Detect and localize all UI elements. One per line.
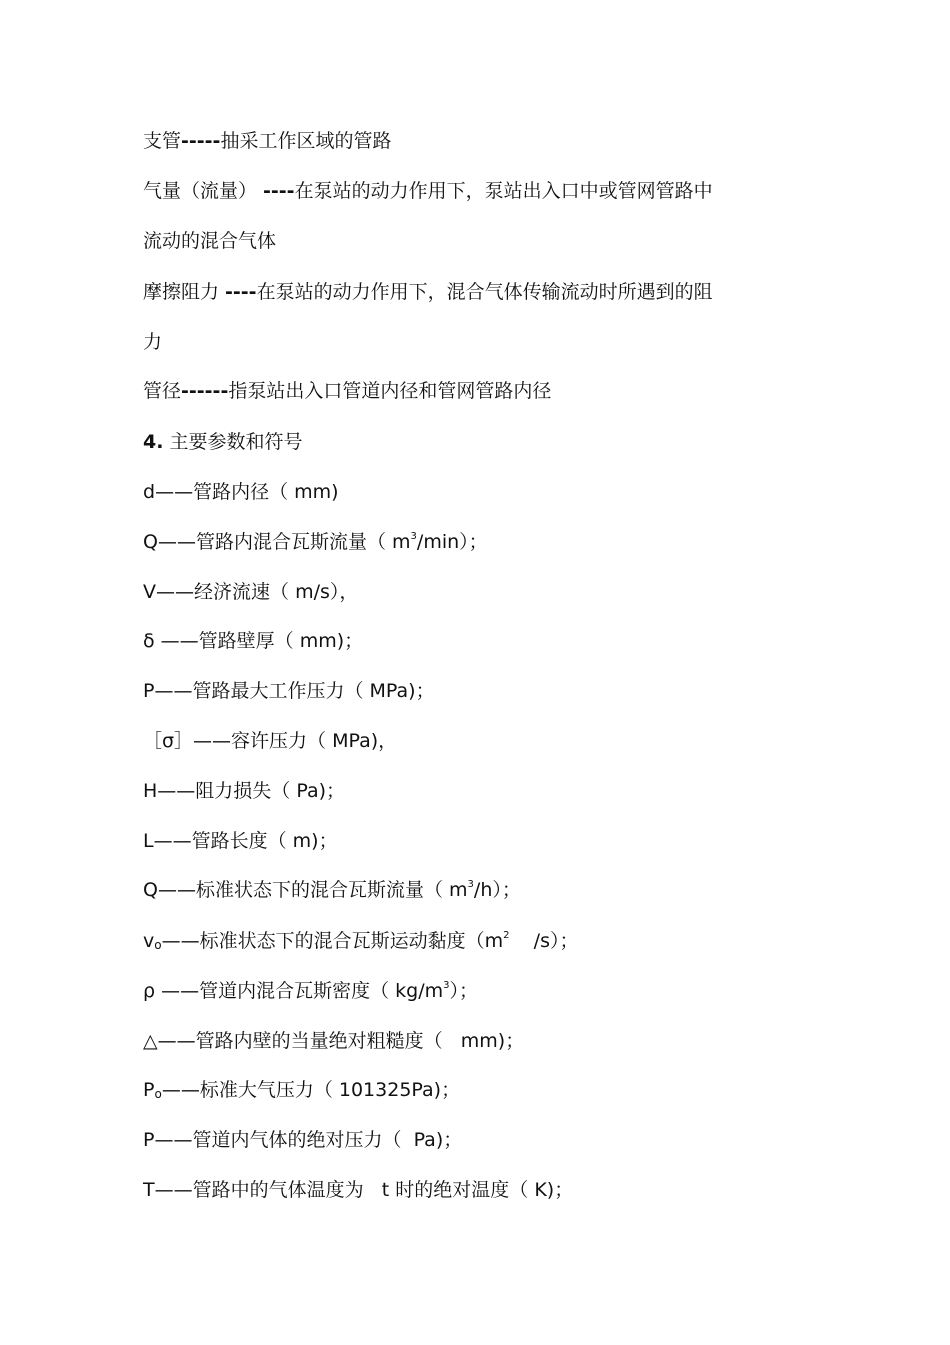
symbol-desc: ——管路内混合瓦斯流量（ (157, 531, 386, 553)
definition-text: 在泵站的动力作用下，泵站出入口中或管网管路中 (294, 180, 713, 202)
dash: ----- (181, 130, 221, 152)
symbol-desc-2: 时的绝对温度（ (395, 1179, 529, 1201)
symbol-desc: ——管道内混合瓦斯密度（ (161, 980, 390, 1002)
definition-friction-continuation (143, 330, 793, 354)
unit: m (484, 930, 504, 952)
definition-text: 力 (143, 331, 163, 353)
symbol-item (143, 1078, 793, 1102)
tail: ）； (459, 531, 488, 553)
unit-superscript: 3 (443, 980, 450, 991)
unit: MPa (369, 680, 409, 702)
unit: kg/m (395, 980, 444, 1002)
symbol-item (143, 679, 793, 703)
symbol: Q (143, 879, 158, 901)
symbol-desc: ——管路长度（ (153, 830, 287, 852)
tail: )； (435, 1129, 463, 1151)
definition-branch-pipe (143, 129, 793, 153)
definition-gas-flow-continuation (143, 229, 793, 253)
definition-text: 流动的混合气体 (143, 230, 277, 252)
symbol-item (143, 1029, 793, 1053)
symbol-desc: ——管路中的气体温度为 (154, 1179, 364, 1201)
symbol-desc: ——标准状态下的混合瓦斯流量（ (157, 879, 443, 901)
unit-superscript: 3 (410, 531, 417, 542)
symbol-subscript: o (154, 1087, 162, 1101)
symbol-item (143, 580, 793, 604)
unit-superscript: 3 (467, 879, 474, 890)
tail: ）； (549, 930, 579, 952)
definition-diameter (143, 379, 793, 403)
symbol: T (143, 1179, 155, 1201)
symbol: P (143, 1129, 155, 1151)
term: 气量（流量） (143, 180, 258, 202)
unit: mm (460, 1030, 498, 1052)
term: 管径 (143, 380, 182, 402)
unit: m/s (295, 581, 330, 603)
tail: ) (331, 481, 339, 503)
symbol-desc: ——管路壁厚（ (160, 630, 294, 652)
unit: mm (299, 630, 337, 652)
symbol-desc: ——标准状态下的混合瓦斯运动黏度（ (161, 930, 485, 952)
symbol-subscript: o (154, 938, 162, 952)
tail: ）， (329, 581, 359, 603)
symbol: △ (143, 1030, 158, 1052)
symbol: P (143, 680, 155, 702)
symbol-variable: t (381, 1179, 390, 1201)
symbol-desc: ——管路最大工作压力（ (154, 680, 364, 702)
symbol-item (143, 530, 793, 554)
tail: )； (433, 1079, 461, 1101)
unit: Pa (413, 1129, 436, 1151)
tail: )， (370, 730, 398, 752)
symbol-desc: ——标准大气压力（ (161, 1079, 333, 1101)
symbol: d (143, 481, 156, 503)
symbol-desc: ——管路内径（ (155, 481, 289, 503)
tail: )； (546, 1179, 574, 1201)
symbol: ［σ］ (143, 730, 194, 752)
term: 支管 (143, 130, 182, 152)
symbol-item (143, 480, 793, 504)
section-heading (143, 430, 793, 454)
symbol: Q (143, 531, 158, 553)
symbol: v (143, 930, 155, 952)
symbol-item (143, 829, 793, 853)
definition-text: 指泵站出入口管道内径和管网管路内径 (228, 380, 552, 402)
unit-rest: /min (416, 531, 460, 553)
tail: )； (318, 780, 346, 802)
tail: ）； (492, 879, 521, 901)
unit-rest: /h (473, 879, 493, 901)
definition-friction (143, 280, 793, 304)
symbol-item (143, 979, 793, 1003)
symbol-desc: ——管路内壁的当量绝对粗糙度（ (157, 1030, 443, 1052)
symbol: V (143, 581, 156, 603)
symbol-item (143, 1178, 793, 1202)
definition-gas-flow (143, 179, 793, 203)
unit: m (392, 531, 411, 553)
symbol-item (143, 729, 793, 753)
unit-rest: /s (533, 930, 550, 952)
tail: ）； (449, 980, 478, 1002)
tail: )； (336, 630, 364, 652)
dash: ------ (181, 380, 229, 402)
symbol-desc: ——管道内气体的绝对压力（ (154, 1129, 402, 1151)
symbol-item (143, 629, 793, 653)
tail: )； (311, 830, 338, 852)
symbol-desc: ——容许压力（ (193, 730, 327, 752)
symbol: H (143, 780, 158, 802)
symbol-item (143, 1128, 793, 1152)
unit: m (292, 830, 312, 852)
unit: mm (294, 481, 332, 503)
dash: ---- (263, 180, 295, 202)
symbol-desc: ——经济流速（ (156, 581, 290, 603)
symbol-desc: ——阻力损失（ (157, 780, 291, 802)
section-title: 主要参数和符号 (169, 431, 303, 453)
symbol-item (143, 779, 793, 803)
symbol: P (143, 1079, 155, 1101)
definition-text: 在泵站的动力作用下，混合气体传输流动时所遇到的阻 (256, 281, 713, 303)
tail: )； (408, 680, 435, 702)
symbol: ρ (143, 980, 156, 1002)
term: 摩擦阻力 (143, 281, 220, 303)
unit: Pa (296, 780, 319, 802)
unit-superscript: 2 (503, 930, 510, 941)
unit: m (449, 879, 468, 901)
unit: K (534, 1179, 547, 1201)
section-number: 4. (143, 431, 164, 453)
symbol: δ (143, 630, 155, 652)
definition-text: 抽采工作区域的管路 (220, 130, 392, 152)
symbol-item (143, 929, 793, 953)
symbol: L (143, 830, 154, 852)
dash: ---- (225, 281, 257, 303)
symbol-item (143, 878, 793, 902)
unit: MPa (332, 730, 371, 752)
tail: )； (497, 1030, 525, 1052)
unit: 101325Pa (338, 1079, 434, 1101)
